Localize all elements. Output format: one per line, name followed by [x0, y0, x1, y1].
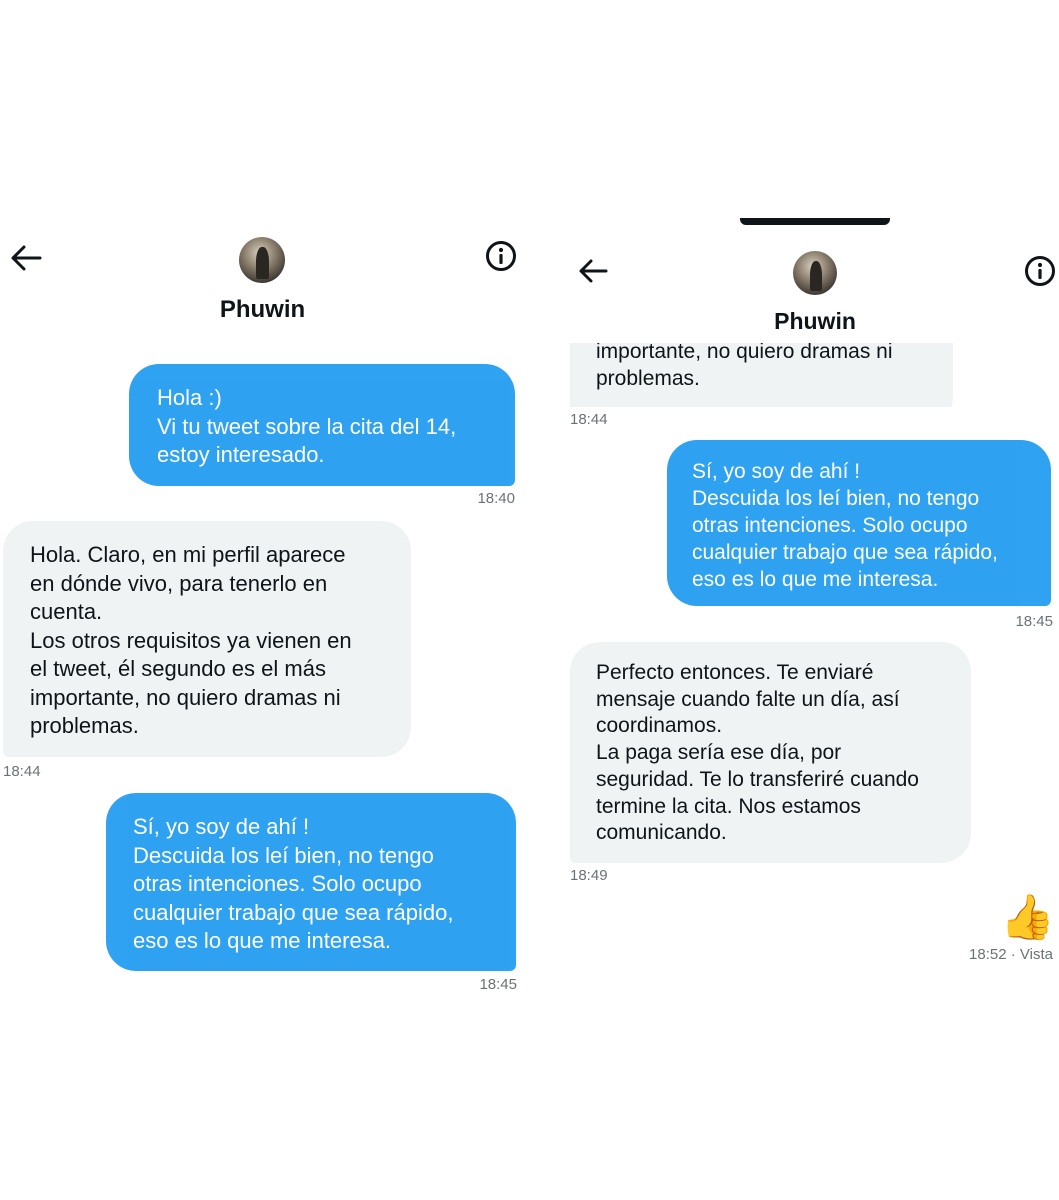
status-bar-notch — [740, 218, 890, 225]
message-bubble-sent[interactable]: Sí, yo soy de ahí ! Descuida los leí bien, no tengo otras intenciones. Solo ocupo cualquier trabajo que sea rápido, eso es lo que me interesa. — [106, 793, 516, 971]
message-timestamp: 18:45 — [479, 976, 517, 993]
right-conversation-screenshot — [560, 0, 1059, 1200]
message-bubble-received[interactable]: Perfecto entonces. Te enviaré mensaje cuando falte un día, así coordinamos. La paga sería ese día, por seguridad. Te lo transferiré cuando termine la cita. Nos estamos comunicando. — [570, 642, 971, 863]
message-timestamp: 18:44 — [570, 411, 608, 428]
message-bubble-sent[interactable]: Sí, yo soy de ahí ! Descuida los leí bien, no tengo otras intenciones. Solo ocupo cualquier trabajo que sea rápido, eso es lo que me interesa. — [667, 440, 1051, 606]
scrolled-message-clip — [570, 343, 953, 407]
message-bubble-sent[interactable]: Hola :) Vi tu tweet sobre la cita del 14, estoy interesado. — [129, 364, 515, 486]
message-timestamp: 18:44 — [3, 763, 41, 780]
conversation-title: Phuwin — [219, 296, 306, 323]
back-arrow-icon[interactable] — [578, 258, 608, 284]
back-arrow-icon[interactable] — [10, 244, 42, 272]
info-icon[interactable] — [1024, 255, 1056, 287]
avatar[interactable] — [239, 237, 285, 283]
info-icon[interactable] — [485, 240, 517, 272]
message-bubble-received[interactable]: importante, no quiero dramas ni problemas. — [570, 343, 953, 407]
message-timestamp-seen: 18:52 · Vista — [969, 946, 1053, 963]
message-bubble-received[interactable]: Hola. Claro, en mi perfil aparece en dónde vivo, para tenerlo en cuenta. Los otros requisitos ya vienen en el tweet, él segundo es el más importante, no quiero dramas ni problemas. — [3, 521, 411, 757]
message-timestamp: 18:49 — [570, 867, 608, 884]
thumbs-up-emoji-message[interactable]: 👍 — [1000, 893, 1055, 942]
message-timestamp: 18:45 — [1015, 613, 1053, 630]
conversation-title: Phuwin — [774, 308, 856, 334]
avatar[interactable] — [793, 251, 837, 295]
message-timestamp: 18:40 — [477, 490, 515, 507]
